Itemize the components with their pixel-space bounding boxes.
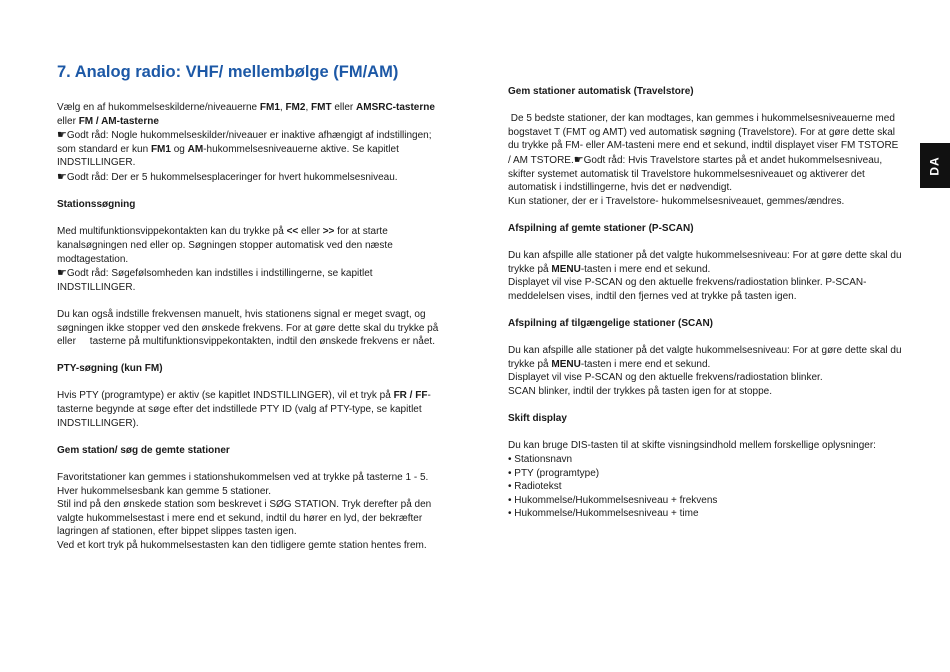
pscan-paragraph: Du kan afspille alle stationer på det valgte hukommelsesniveau: For at gøre dette skal du trykke på MENU-tasten i mere end et sekund. — [508, 250, 902, 275]
section-heading: Skift display — [508, 413, 567, 425]
pointing-hand-icon: ☛ — [573, 152, 584, 166]
tip-paragraph: ☛Godt råd: Nogle hukommelseskilder/niveauer er inaktive afhængigt af indstillingen; som standard er kun FM1 og AM-hukommelsesniveauerne aktive. Se kapitlet INDSTILLINGER. — [57, 128, 432, 169]
search-paragraph: Med multifunktionsvippekontakten kan du trykke på << eller >> for at starte kanalsøgningen ned eller op. Søgningen stopper automatisk ved den næste modtagestation. — [57, 226, 393, 265]
travelstore-paragraph: De 5 bedste stationer, der kan modtages, kan gemmes i hukommelsesniveauerne med bogstavet T (FMT og AMT) ved automatisk søgning (Travelstore). For at gøre dette skal du trykke på FM- eller AM-tasteni mere end et sekund, indtil displayet viser FM TSTORE / AM TSTORE.☛Godt råd: Hvis Travelstore startes på et andet hukommelsesniveau, skifter systemet automatisk til Travelstore hukommelsesniveauet og aktiverer det automatisk i indstillingerne, hvis det er nødvendigt. — [508, 113, 902, 194]
list-item: • Radiotekst — [508, 481, 562, 493]
section-heading: Afspilning af gemte stationer (P-SCAN) — [508, 222, 694, 234]
left-column — [57, 101, 453, 553]
display-intro: Du kan bruge DIS-tasten til at skifte visningsindhold mellem forskellige oplysninger: — [508, 440, 876, 452]
language-tab — [920, 143, 950, 188]
list-item: • Hukommelse/Hukommelsesniveau + frekvens — [508, 494, 718, 506]
store-paragraph: Stil ind på den ønskede station som beskrevet i SØG STATION. Tryk derefter på den valgte hukommelsestast i mere end et sekund, indtil du hører en lyd, der bekræfter lagringen af stationen, efter bippet slippes tasten igen. — [57, 499, 432, 538]
section-heading: PTY-søgning (kun FM) — [57, 363, 163, 375]
travelstore-note: Kun stationer, der er i Travelstore- hukommelsesniveauet, gemmes/ændres. — [508, 195, 845, 207]
scan-paragraph: Displayet vil vise P-SCAN og den aktuelle frekvens/radiostation blinker. — [508, 372, 823, 384]
right-column — [508, 85, 903, 521]
tip-paragraph: ☛Godt råd: Der er 5 hukommelsesplaceringer for hvert hukommelsesniveau. — [57, 169, 398, 183]
pointing-hand-icon: ☛ — [57, 128, 67, 142]
pointing-hand-icon: ☛ — [57, 266, 67, 280]
section-heading: Stationssøgning — [57, 199, 136, 211]
pointing-hand-icon: ☛ — [57, 169, 67, 183]
section-heading: Afspilning af tilgængelige stationer (SCAN) — [508, 318, 714, 330]
list-item: • Hukommelse/Hukommelsesniveau + time — [508, 508, 699, 520]
intro-paragraph: Vælg en af hukommelseskilderne/niveauerne FM1, FM2, FMT eller AMSRC-tasterne eller FM / AM-tasterne — [57, 102, 435, 127]
scan-paragraph: SCAN blinker, indtil der trykkes på tasten igen for at stoppe. — [508, 386, 773, 398]
list-item: • Stationsnavn — [508, 454, 573, 466]
tip-paragraph: ☛Godt råd: Søgefølsomheden kan indstilles i indstillingerne, se kapitlet INDSTILLINGER. — [57, 266, 373, 293]
pscan-paragraph: Displayet vil vise P-SCAN og den aktuelle frekvens/radiostation blinker. P-SCAN-meddelelsen vises, indtil den fjernes ved at trykke på tasten igen. — [508, 277, 867, 302]
scan-paragraph: Du kan afspille alle stationer på det valgte hukommelsesniveau: For at gøre dette skal du trykke på MENU-tasten i mere end et sekund. — [508, 345, 902, 370]
section-heading: Gem stationer automatisk (Travelstore) — [508, 86, 694, 97]
language-tab-label: DA — [928, 155, 942, 176]
manual-paragraph: Du kan også indstille frekvensen manuelt, hvis stationens signal er meget svagt, og søgningen ikke stopper ved den ønskede frekvens. For at gøre dette skal du trykke på eller tasterne på multifunktionsvippekontakten, indtil den ønskede frekvens er nået. — [57, 308, 453, 348]
store-paragraph: Ved et kort tryk på hukommelsestasten kan den tidligere gemte station hentes frem. — [57, 540, 427, 551]
section-heading: Gem station/ søg de gemte stationer — [57, 444, 230, 456]
store-paragraph: Favoritstationer kan gemmes i stationshukommelsen ved at trykke på tasterne 1 - 5. Hver hukommelsesbank kan gemme 5 stationer. — [57, 472, 429, 497]
pty-paragraph: Hvis PTY (programtype) er aktiv (se kapitlet INDSTILLINGER), vil et tryk på FR / FF-tasterne begynde at søge efter det indstillede PTY ID (valg af PTY-type, se kapitlet INDSTILLINGER). — [57, 390, 431, 429]
page-title: 7. Analog radio: VHF/ mellembølge (FM/AM) — [57, 63, 399, 81]
list-item: • PTY (programtype) — [508, 467, 600, 479]
